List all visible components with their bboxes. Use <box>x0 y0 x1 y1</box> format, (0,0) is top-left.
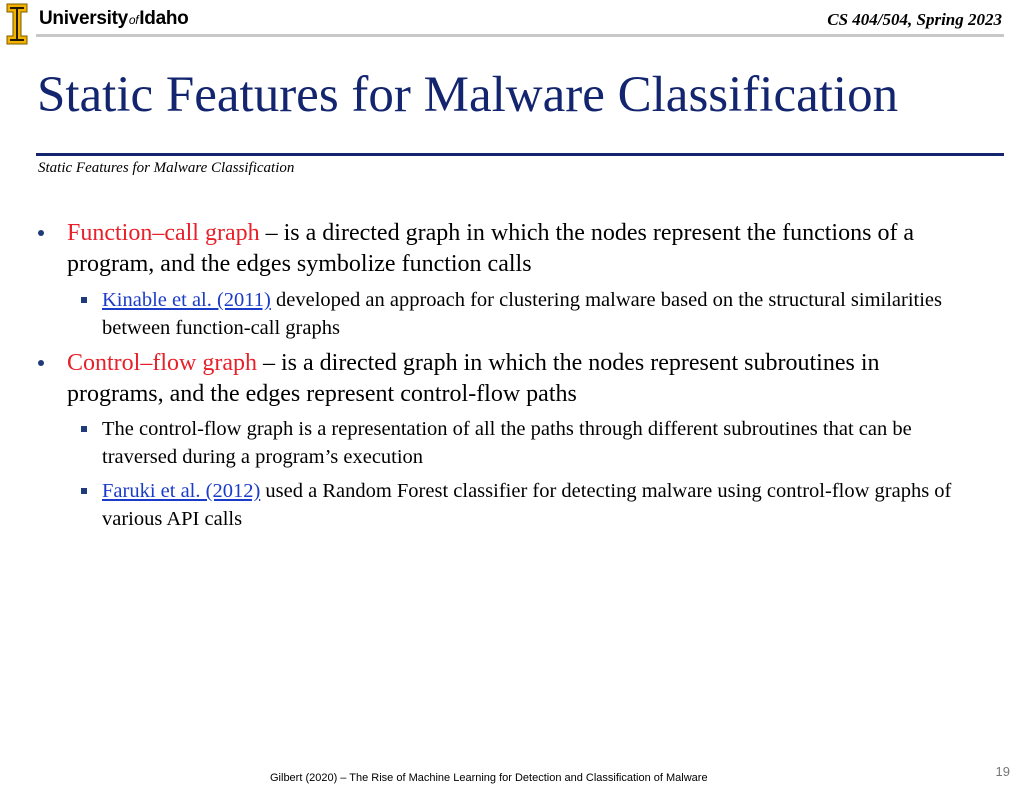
bullet-term: Function–call graph <box>67 220 260 246</box>
slide-title: Static Features for Malware Classification <box>37 67 899 123</box>
square-bullet-icon <box>81 488 87 494</box>
bullet-function-call-graph <box>67 218 967 280</box>
sub-bullet-text: developed an approach for clustering malware based on the structural similarities between function-call graphs <box>102 289 943 339</box>
sub-bullet-text: used a Random Forest classifier for detecting malware using control-flow graphs of various API calls <box>102 480 952 530</box>
title-divider <box>36 153 1004 156</box>
sub-bullet-faruki <box>102 477 962 533</box>
sub-bullet-text: The control-flow graph is a representation of all the paths through different subroutines that can be traversed during a program’s execution <box>102 418 912 468</box>
course-label: CS 404/504, Spring 2023 <box>827 10 1002 29</box>
bullet-control-flow-graph <box>67 348 967 410</box>
square-bullet-icon <box>81 426 87 432</box>
faruki-citation-link[interactable]: Faruki et al. (2012) <box>102 480 261 502</box>
idaho-i-logo-icon <box>6 3 28 45</box>
bullet-text: – is a directed graph in which the nodes represent the functions of a program, and the edges symbolize function calls <box>67 220 915 277</box>
bullet-dot-icon <box>38 360 44 366</box>
bullet-term: Control–flow graph <box>67 350 257 376</box>
logo-wordmark: UniversityofIdaho <box>39 8 189 29</box>
slide-subtitle: Static Features for Malware Classification <box>38 160 295 176</box>
page-number: 19 <box>995 764 1010 779</box>
footer-citation: Gilbert (2020) – The Rise of Machine Learning for Detection and Classification of Malware <box>270 772 708 784</box>
bullet-dot-icon <box>38 230 44 236</box>
square-bullet-icon <box>81 297 87 303</box>
university-logo <box>6 3 206 45</box>
kinable-citation-link[interactable]: Kinable et al. (2011) <box>102 289 271 311</box>
header-divider <box>36 34 1004 37</box>
sub-bullet-cfg-definition <box>102 415 962 471</box>
sub-bullet-kinable <box>102 286 962 342</box>
bullet-text: – is a directed graph in which the nodes represent subroutines in programs, and the edges represent control-flow paths <box>67 350 880 407</box>
